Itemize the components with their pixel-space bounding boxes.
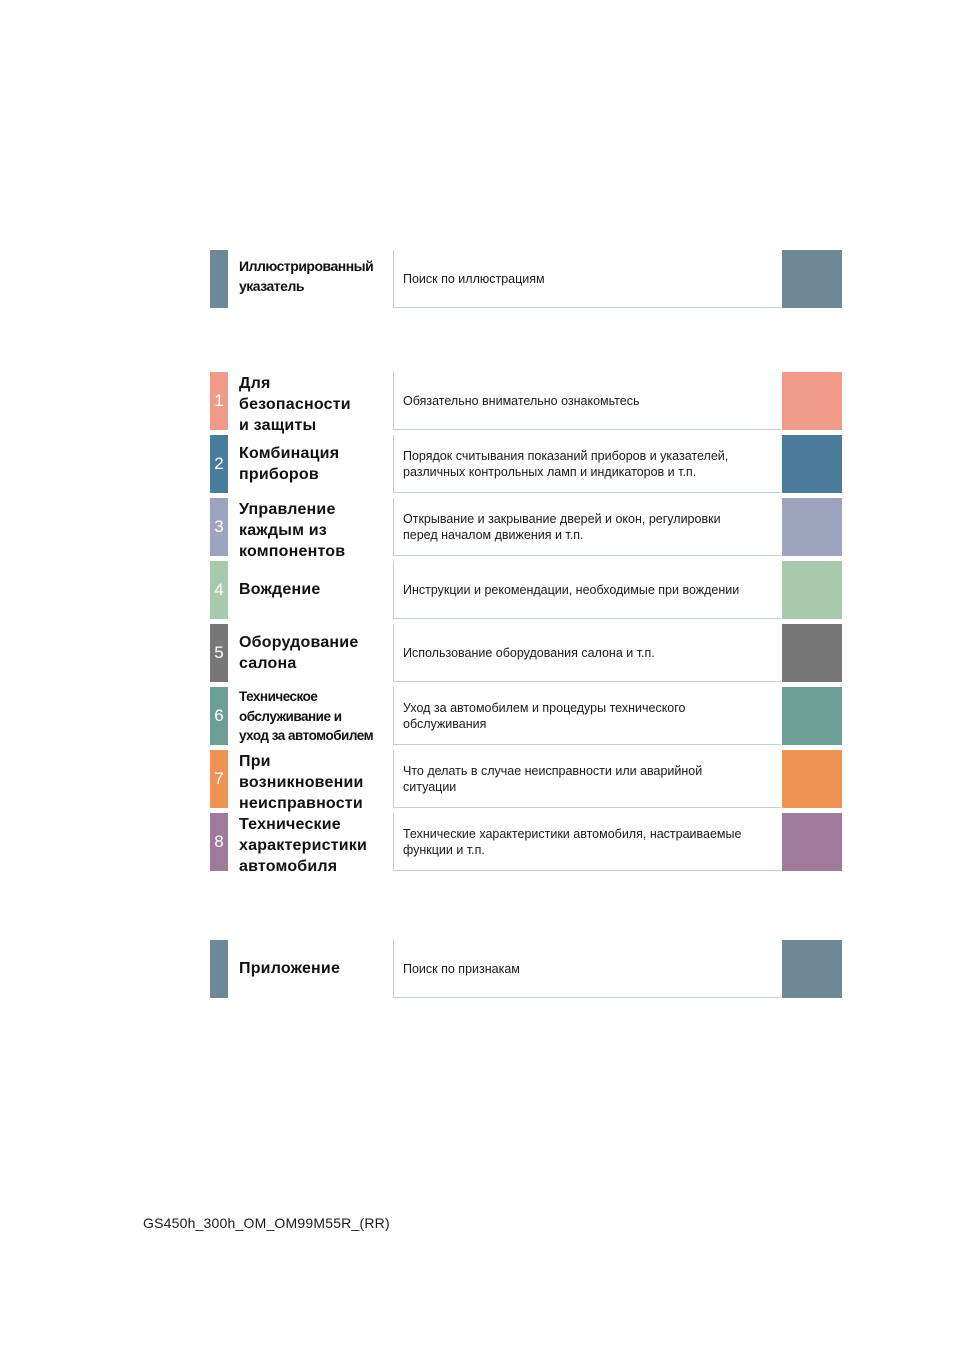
section-appendix[interactable]	[210, 940, 842, 998]
section-title: Управление каждым из компонентов	[239, 501, 346, 560]
chapter-number: 4	[210, 561, 228, 619]
chapter-number: 2	[210, 435, 228, 493]
section-title: Техническое обслуживание и уход за автомобилем	[239, 689, 374, 743]
section-title: Для безопасности и защиты	[239, 375, 351, 434]
section-chapter-5[interactable]	[210, 624, 842, 682]
section-description: Порядок считывания показаний приборов и указателей, различных контрольных ламп и индикаторов и т.п.	[393, 435, 781, 493]
section-title: Приложение	[239, 960, 341, 977]
section-description: Инструкции и рекомендации, необходимые при вождении	[393, 561, 781, 619]
section-color-block	[782, 624, 842, 682]
chapter-number: 6	[210, 687, 228, 745]
section-tab	[210, 940, 228, 998]
section-description: Использование оборудования салона и т.п.	[393, 624, 781, 682]
section-chapter-2[interactable]	[210, 435, 842, 493]
section-title: Иллюстрированный указатель	[239, 258, 374, 294]
chapter-number: 7	[210, 750, 228, 808]
chapter-number: 8	[210, 813, 228, 871]
section-color-block	[782, 750, 842, 808]
section-chapter-8[interactable]	[210, 813, 842, 875]
section-title: Технические характеристики автомобиля	[239, 816, 368, 875]
section-tab	[210, 250, 228, 308]
section-description: Технические характеристики автомобиля, настраиваемые функции и т.п.	[393, 813, 781, 871]
section-color-block	[782, 372, 842, 430]
section-color-block	[782, 940, 842, 998]
section-color-block	[782, 435, 842, 493]
chapter-number: 5	[210, 624, 228, 682]
section-description: Поиск по признакам	[393, 940, 781, 998]
document-code: GS450h_300h_OM_OM99M55R_(RR)	[143, 1215, 390, 1231]
section-description: Поиск по иллюстрациям	[393, 250, 781, 308]
section-chapter-6[interactable]	[210, 687, 842, 745]
section-description: Что делать в случае неисправности или аварийной ситуации	[393, 750, 781, 808]
section-color-block	[782, 498, 842, 556]
section-color-block	[782, 687, 842, 745]
section-description: Открывание и закрывание дверей и окон, регулировки перед началом движения и т.п.	[393, 498, 781, 556]
section-chapter-4[interactable]	[210, 561, 842, 619]
section-description: Обязательно внимательно ознакомьтесь	[393, 372, 781, 430]
section-description: Уход за автомобилем и процедуры технического обслуживания	[393, 687, 781, 745]
section-illustrated-index[interactable]	[210, 250, 842, 308]
section-color-block	[782, 813, 842, 871]
section-color-block	[782, 561, 842, 619]
section-title: Оборудование салона	[239, 634, 359, 672]
section-title: Вождение	[239, 581, 321, 598]
section-chapter-3[interactable]	[210, 498, 842, 560]
section-chapter-1[interactable]	[210, 372, 842, 434]
chapter-number: 1	[210, 372, 228, 430]
section-color-block	[782, 250, 842, 308]
chapter-number: 3	[210, 498, 228, 556]
section-chapter-7[interactable]	[210, 750, 842, 812]
section-title: Комбинация приборов	[239, 445, 340, 483]
section-title: При возникновении неисправности	[239, 753, 364, 812]
